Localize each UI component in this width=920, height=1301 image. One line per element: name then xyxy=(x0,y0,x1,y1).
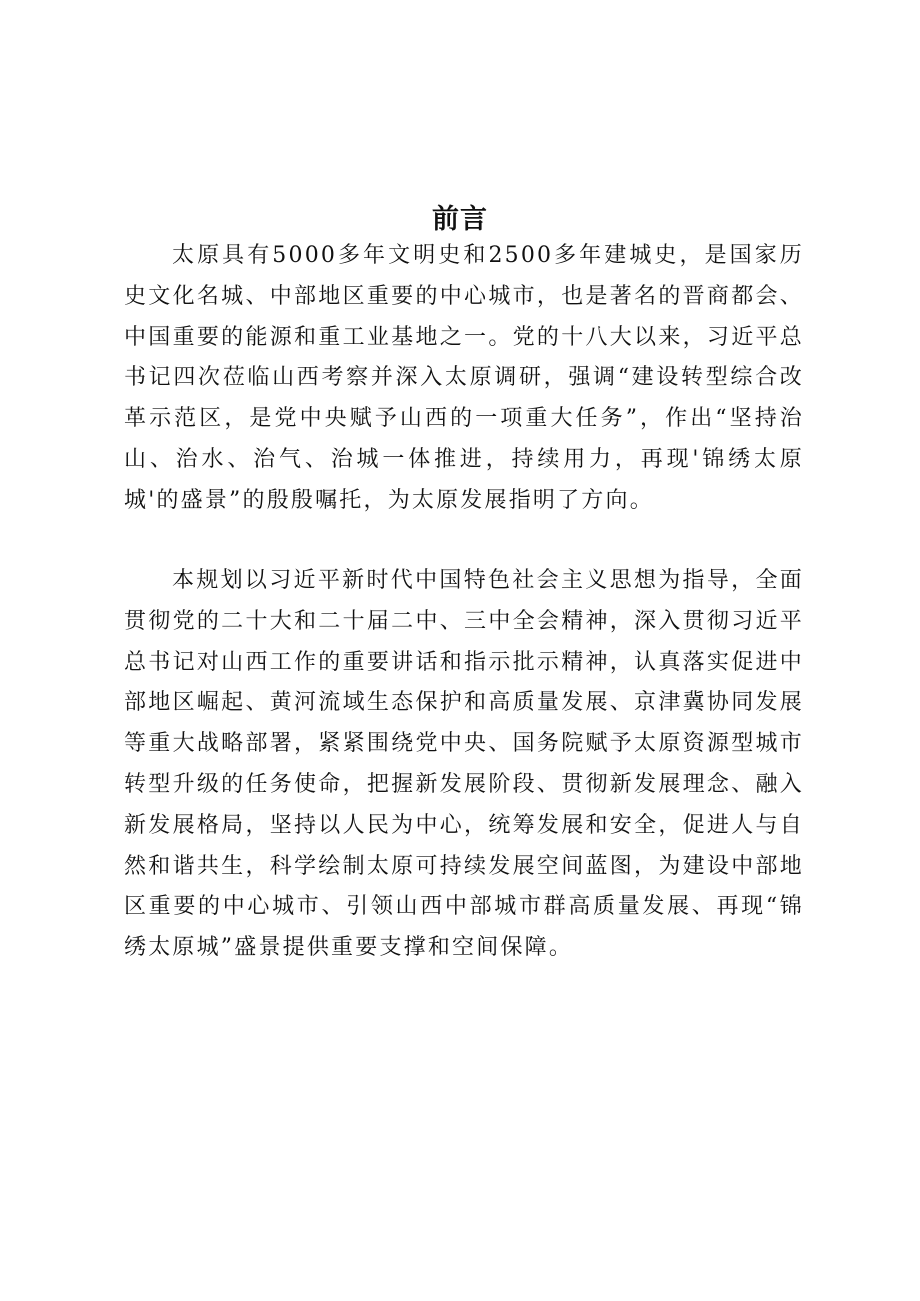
page-title: 前言 xyxy=(432,204,488,236)
paragraph-plan-guidance: 本规划以习近平新时代中国特色社会主义思想为指导，全面贯彻党的二十大和二十届二中、三中全会精神，深入贯彻习近平总书记对山西工作的重要讲话和指示批示精神，认真落实促进中部地区崛起、黄河流域生态保护和高质量发展、京津冀协同发展等重大战略部署，紧紧围绕党中央、国务院赋予太原资源型城市转型升级的任务使命，把握新发展阶段、贯彻新发展理念、融入新发展格局，坚持以人民为中心，统筹发展和安全，促进人与自然和谐共生，科学绘制太原可持续发展空间蓝图，为建设中部地区重要的中心城市、引领山西中部城市群高质量发展、再现“锦绣太原城”盛景提供重要支撑和空间保障。 xyxy=(124,568,804,961)
paragraph-intro: 太原具有5000多年文明史和2500多年建城史，是国家历史文化名城、中部地区重要的中心城市，也是著名的晋商都会、中国重要的能源和重工业基地之一。党的十八大以来，习近平总书记四次莅临山西考察并深入太原调研，强调“建设转型综合改革示范区，是党中央赋予山西的一项重大任务”，作出“坚持治山、治水、治气、治城一体推进，持续用力，再现'锦绣太原城'的盛景”的殷殷嘱托，为太原发展指明了方向。 xyxy=(124,243,804,513)
